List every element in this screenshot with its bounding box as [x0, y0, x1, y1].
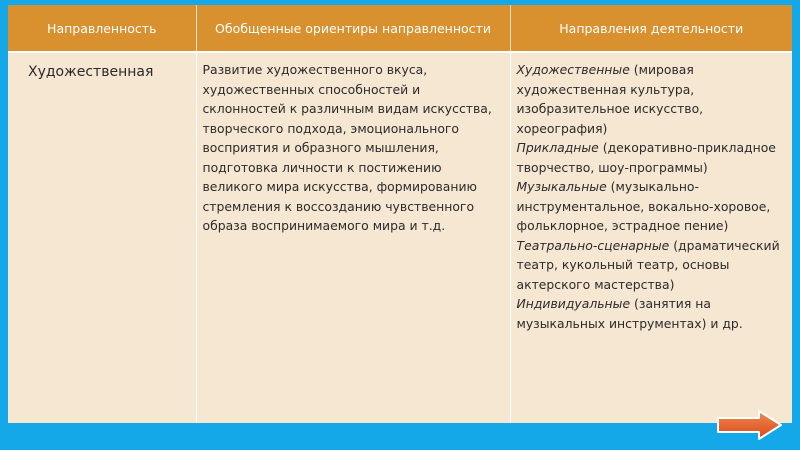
header-orientation: Обобщенные ориентиры направленности: [196, 5, 510, 52]
activity-detail: (занятия на музыкальных инструментах) и др.: [516, 296, 743, 331]
right-arrow-icon: [715, 408, 785, 442]
direction-type-cell: Художественная: [8, 52, 196, 423]
orientation-cell: Развитие художественного вкуса, художественных способностей и склонностей к различным видам искусства, творческого подхода, эмоционального восприятия и образного мышления, подготовка личности к постижению великого мира искусства, формированию стремления к воссозданию чувственного образа воспринимаемого мира и т.д.: [196, 52, 510, 423]
table-row: [8, 52, 792, 423]
activity-name: Прикладные: [516, 140, 599, 155]
activities-cell: [510, 52, 792, 423]
activity-detail: (музыкально-инструментальное, вокально-хоровое, фольклорное, эстрадное пение): [516, 179, 771, 233]
activity-detail: (мировая художественная культура, изобразительное искусство, хореография): [516, 62, 704, 136]
activity-name: Индивидуальные: [516, 296, 631, 311]
activity-name: Театрально-сценарные: [516, 237, 670, 253]
table-header-row: [8, 5, 792, 52]
direction-table: [8, 5, 792, 423]
activity-detail: (драматический театр, кукольный театр, основы актерского мастерства): [516, 237, 780, 292]
activity-item: [517, 296, 743, 331]
activity-item: [517, 238, 780, 292]
activity-detail: (декоративно-прикладное творчество, шоу-программы): [516, 140, 776, 175]
activity-item: [517, 179, 771, 233]
activity-item: [517, 62, 704, 136]
header-direction: Направленность: [8, 5, 196, 52]
activity-item: [517, 140, 776, 175]
next-slide-button[interactable]: [715, 408, 785, 442]
activity-name: Художественные: [516, 62, 630, 77]
header-activities: Направления деятельности: [510, 5, 792, 52]
activity-name: Музыкальные: [516, 179, 607, 194]
